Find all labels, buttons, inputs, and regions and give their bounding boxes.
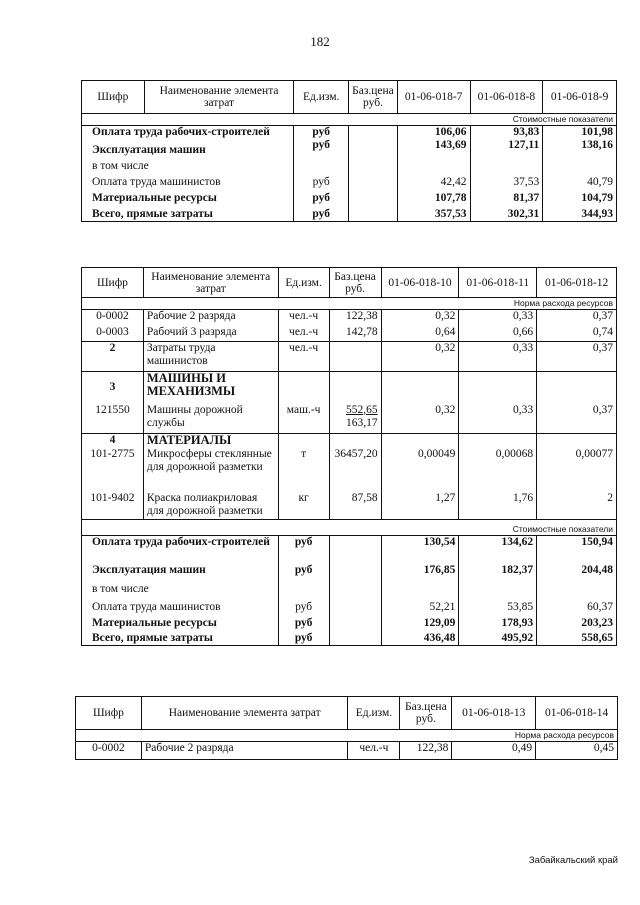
resource-code: 101-2775 (82, 448, 144, 492)
resource-name: Рабочий 3 разряда (143, 326, 278, 342)
value-cell: 0,33 (459, 404, 537, 434)
resource-code: 0-0002 (82, 310, 144, 326)
value-cell: 0,74 (537, 326, 617, 342)
value-cell: 344,93 (543, 205, 617, 221)
value-cell: 143,69 (397, 139, 470, 157)
value-cell: 60,37 (537, 596, 617, 614)
row-label: Материальные ресурсы (82, 189, 294, 205)
row-label: Оплата труда рабочих-строителей (82, 536, 279, 564)
value-cell: 204,48 (537, 564, 617, 580)
header-col-2: 01-06-018-14 (536, 697, 618, 730)
header-base-price: Баз.цена руб. (329, 268, 381, 298)
resource-code: 0-0003 (82, 326, 144, 342)
value-cell: 0,37 (537, 310, 617, 326)
value-cell: 129,09 (381, 614, 459, 630)
value-cell: 436,48 (381, 630, 459, 646)
resource-code: 0-0002 (76, 742, 142, 760)
value-cell: 0,32 (381, 310, 459, 326)
value-cell: 203,23 (537, 614, 617, 630)
resource-price: 142,78 (329, 326, 381, 342)
value-cell: 93,83 (470, 126, 543, 140)
section-caption: Стоимостные показатели (82, 520, 617, 536)
row-unit: руб (278, 614, 329, 630)
header-col-1: 01-06-018-7 (397, 81, 470, 114)
header-col-2: 01-06-018-11 (459, 268, 537, 298)
resource-price-secondary: 163,17 (345, 416, 378, 429)
resource-unit: чел.-ч (278, 342, 329, 372)
value-cell: 0,32 (381, 404, 459, 434)
row-label: Материальные ресурсы (82, 614, 279, 630)
value-cell: 127,11 (470, 139, 543, 157)
row-label: Всего, прямые затраты (82, 630, 279, 646)
section-number: 4 (82, 434, 144, 448)
resource-price: 36457,20 (329, 448, 381, 492)
row-label: Эксплуатация машин (82, 564, 279, 580)
row-unit: руб (294, 139, 349, 157)
value-cell: 134,62 (459, 536, 537, 564)
region-label: Забайкальский край (528, 855, 618, 866)
value-cell: 0,37 (537, 404, 617, 434)
resource-unit: чел.-ч (348, 742, 400, 760)
value-cell: 0,64 (381, 326, 459, 342)
row-label: Эксплуатация машин (82, 139, 294, 157)
header-base-price: Баз.цена руб. (400, 697, 452, 730)
row-unit: руб (294, 189, 349, 205)
header-element-name: Наименование элемента затрат (143, 268, 278, 298)
value-cell: 107,78 (397, 189, 470, 205)
value-cell: 0,32 (381, 342, 459, 372)
header-code: Шифр (76, 697, 142, 730)
row-unit: руб (278, 630, 329, 646)
value-cell: 37,53 (470, 173, 543, 189)
resource-unit: кг (278, 492, 329, 520)
header-col-2: 01-06-018-8 (470, 81, 543, 114)
header-base-price: Баз.цена руб. (349, 81, 398, 114)
resource-price: 552,65 (345, 403, 378, 416)
header-code: Шифр (82, 268, 144, 298)
value-cell: 0,00049 (381, 448, 459, 492)
resource-unit: т (278, 448, 329, 492)
value-cell: 0,45 (536, 742, 618, 760)
row-unit: руб (278, 596, 329, 614)
value-cell: 0,37 (537, 342, 617, 372)
header-unit: Ед.изм. (278, 268, 329, 298)
cost-table-1 (81, 80, 617, 222)
resource-code: 121550 (82, 404, 144, 434)
resource-name: Рабочие 2 разряда (143, 310, 278, 326)
value-cell: 0,33 (459, 342, 537, 372)
value-cell: 178,93 (459, 614, 537, 630)
resource-code: 2 (82, 342, 144, 372)
row-label: Оплата труда рабочих-строителей (82, 126, 294, 140)
header-code: Шифр (82, 81, 145, 114)
resource-name: Микросферы стеклянные для дорожной разметки (143, 448, 278, 492)
value-cell: 302,31 (470, 205, 543, 221)
row-label: Всего, прямые затраты (82, 205, 294, 221)
value-cell: 101,98 (543, 126, 617, 140)
row-unit: руб (294, 126, 349, 140)
value-cell: 495,92 (459, 630, 537, 646)
value-cell: 81,37 (470, 189, 543, 205)
resource-table-3 (75, 696, 618, 760)
value-cell: 130,54 (381, 536, 459, 564)
section-number: 3 (82, 372, 144, 404)
row-unit: руб (294, 173, 349, 189)
value-cell: 52,21 (381, 596, 459, 614)
value-cell: 40,79 (543, 173, 617, 189)
value-cell: 0,00068 (459, 448, 537, 492)
section-caption: Стоимостные показатели (82, 114, 617, 126)
row-unit: руб (278, 564, 329, 580)
row-unit: руб (294, 205, 349, 221)
value-cell: 104,79 (543, 189, 617, 205)
resource-code: 101-9402 (82, 492, 144, 520)
value-cell: 558,65 (537, 630, 617, 646)
resource-name: Рабочие 2 разряда (141, 742, 348, 760)
row-label: Оплата труда машинистов (82, 596, 279, 614)
value-cell: 0,66 (459, 326, 537, 342)
value-cell: 53,85 (459, 596, 537, 614)
header-element-name: Наименование элемента затрат (141, 697, 348, 730)
value-cell: 0,49 (452, 742, 536, 760)
value-cell: 1,27 (381, 492, 459, 520)
value-cell: 150,94 (537, 536, 617, 564)
value-cell: 2 (537, 492, 617, 520)
row-unit: руб (278, 536, 329, 564)
value-cell: 106,06 (397, 126, 470, 140)
resource-name: Затраты труда машинистов (143, 342, 278, 372)
row-label: в том числе (82, 157, 294, 173)
value-cell: 0,33 (459, 310, 537, 326)
resource-price: 122,38 (329, 310, 381, 326)
resource-name: Машины дорожной службы (143, 404, 278, 434)
header-col-1: 01-06-018-13 (452, 697, 536, 730)
section-title: МАШИНЫ И МЕХАНИЗМЫ (143, 372, 278, 404)
resource-name: Краска полиакриловая для дорожной разметки (143, 492, 278, 520)
value-cell: 138,16 (543, 139, 617, 157)
resource-unit: чел.-ч (278, 310, 329, 326)
value-cell: 176,85 (381, 564, 459, 580)
value-cell: 42,42 (397, 173, 470, 189)
resource-price: 87,58 (329, 492, 381, 520)
header-col-3: 01-06-018-9 (543, 81, 617, 114)
resource-price: 122,38 (400, 742, 452, 760)
section-caption: Норма расхода ресурсов (82, 298, 617, 310)
header-col-1: 01-06-018-10 (381, 268, 459, 298)
header-unit: Ед.изм. (294, 81, 349, 114)
header-unit: Ед.изм. (348, 697, 400, 730)
value-cell: 1,76 (459, 492, 537, 520)
header-col-3: 01-06-018-12 (537, 268, 617, 298)
row-label: Оплата труда машинистов (82, 173, 294, 189)
row-label: в том числе (82, 580, 279, 596)
page-number: 182 (310, 34, 330, 49)
value-cell: 0,00077 (537, 448, 617, 492)
value-cell: 182,37 (459, 564, 537, 580)
resource-unit: чел.-ч (278, 326, 329, 342)
resource-unit: маш.-ч (278, 404, 329, 434)
section-title: МАТЕРИАЛЫ (143, 434, 278, 448)
header-element-name: Наименование элемента затрат (144, 81, 293, 114)
resource-table-2 (81, 267, 617, 646)
value-cell: 357,53 (397, 205, 470, 221)
section-caption: Норма расхода ресурсов (76, 730, 618, 742)
